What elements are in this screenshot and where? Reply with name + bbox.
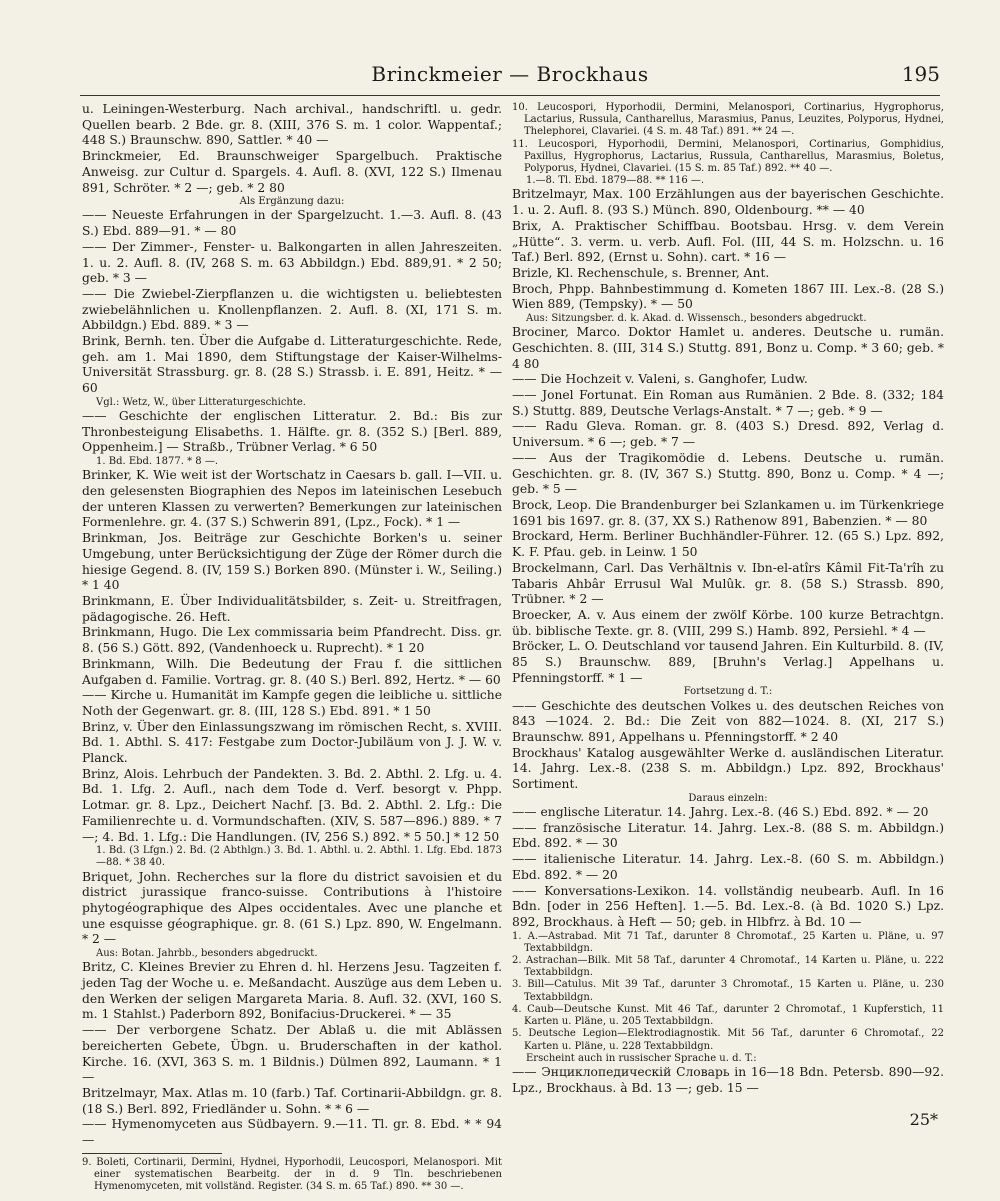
page-title: Brinckmeier — Brockhaus [371, 62, 649, 86]
signature-mark: 25* [909, 1110, 938, 1129]
bibliography-entry: Brockhaus' Katalog ausgewählter Werke d. ausländischen Literatur. 14. Jahrg. Lex.-8. (238 S. m. Abbildgn.) Lpz. 892, Brockhaus' Sortiment. [512, 745, 944, 792]
bibliography-note: 1. A.—Astrabad. Mit 71 Taf., darunter 8 Chromotaf., 25 Karten u. Pläne, u. 97 Textabbildgn. [512, 930, 944, 954]
bibliography-entry: —— Neueste Erfahrungen in der Spargelzucht. 1.—3. Aufl. 8. (43 S.) Ebd. 889—91. * — 80 [82, 208, 502, 239]
bibliography-entry: Als Ergänzung dazu: [239, 196, 345, 208]
bibliography-note: 11. Leucospori, Hyporhodii, Dermini, Melanospori, Cortinarius, Gomphidius, Paxillus, Hygrophorus, Lactarius, Russula, Cantharellus, Marasmius, Boletus, Polyporus, Hydnei, Clavariei. (15 S. m. 85 Taf.) 892. ** 40 —. [512, 138, 944, 175]
bibliography-entry: Brock, Leop. Die Brandenburger bei Szlankamen u. im Türkenkriege 1691 bis 1697. gr. 8. (37, XX S.) Rathenow 891, Babenzien. * — 80 [512, 497, 944, 528]
bibliography-entry: —— Aus der Tragikomödie d. Lebens. Deutsche u. rumän. Geschichten. gr. 8. (IV, 367 S.) Stuttg. 890, Bonz u. Comp. * 4 —; geb. * 5 — [512, 450, 944, 497]
bibliography-entry: —— Die Hochzeit v. Valeni, s. Ganghofer, Ludw. [512, 372, 808, 387]
bibliography-entry: Brinkman, Jos. Beiträge zur Geschichte Borken's u. seiner Umgebung, unter Berücksichtigung der Züge der Römer durch die hiesige Gegend. 8. (IV, 159 S.) Borken 890. (Münster i. W., Seiling.) * 1 40 [82, 531, 502, 593]
bibliography-entry: Britzelmayr, Max. 100 Erzählungen aus der bayerischen Geschichte. 1. u. 2. Aufl. 8. (93 S.) Münch. 890, Oldenbourg. ** — 40 [512, 187, 944, 218]
bibliography-entry: —— Geschichte des deutschen Volkes u. des deutschen Reiches von 843 —1024. 2. Bd.: Die Zeit von 882—1024. 8. (XI, 217 S.) Braunschw. 891, Appelhans u. Pfenningstorff. * 2 40 [512, 698, 944, 745]
bibliography-entry: Britzelmayr, Max. Atlas m. 10 (farb.) Taf. Cortinarii-Abbildgn. gr. 8. (18 S.) Berl. 892, Friedländer u. Sohn. * * 6 — [82, 1086, 502, 1116]
bibliography-note: 1. Bd. Ebd. 1877. * 8 —. [96, 456, 218, 468]
bibliography-entry: Brociner, Marco. Doktor Hamlet u. anderes. Deutsche u. rumän. Geschichten. 8. (III, 314 S.) Stuttg. 891, Bonz u. Comp. * 3 60; geb. * 4 80 [512, 325, 944, 371]
bibliography-note: 3. Bill—Catulus. Mit 39 Taf., darunter 3 Chromotaf., 15 Karten u. Pläne, u. 230 Textabbildgn. [512, 979, 944, 1003]
bibliography-entry: —— Radu Gleva. Roman. gr. 8. (403 S.) Dresd. 892, Verlag d. Universum. * 6 —; geb. * 7 — [512, 419, 944, 450]
bibliography-entry: Brinkmann, Wilh. Die Bedeutung der Frau f. die sittlichen Aufgaben d. Familie. Vortrag. gr. 8. (40 S.) Berl. 892, Hertz. * — 60 [82, 656, 502, 687]
bibliography-entry: —— englische Literatur. 14. Jahrg. Lex.-8. (46 S.) Ebd. 892. * — 20 [512, 805, 929, 820]
page-number: 195 [901, 62, 940, 86]
bibliography-entry: —— Die Zwiebel-Zierpflanzen u. die wichtigsten u. beliebtesten zwiebelähnlichen u. Knollenpflanzen. 2. Aufl. 8. (XI, 171 S. m. Abbildgn.) Ebd. 889. * 3 — [82, 286, 502, 333]
bibliography-note: 2. Astrachan—Bilk. Mit 58 Taf., darunter 4 Chromotaf., 14 Karten u. Pläne, u. 222 Textabbildgn. [512, 955, 944, 979]
bibliography-note: Vgl.: Wetz, W., über Litteraturgeschichte. [96, 396, 306, 408]
bibliography-note: 1. Bd. (3 Lfgn.) 2. Bd. (2 Abthlgn.) 3. Bd. 1. Abthl. u. 2. Abthl. 1. Lfg. Ebd. 1873—88. * 38 40. [96, 845, 502, 869]
bibliography-entry: —— Jonel Fortunat. Ein Roman aus Rumänien. 2 Bde. 8. (332; 184 S.) Stuttg. 889, Deutsche Verlags-Anstalt. * 7 —; geb. * 9 — [512, 388, 944, 418]
bibliography-entry: —— italienische Literatur. 14. Jahrg. Lex.-8. (60 S. m. Abbildgn.) Ebd. 892. * — 20 [512, 852, 944, 882]
bibliography-entry: —— Der verborgene Schatz. Der Ablaß u. die mit Ablässen bereicherten Gebete, Übgn. u. Bruderschaften in der kathol. Kirche. 16. (XVI, 363 S. m. 1 Bildnis.) Dülmen 892, Laumann. * 1 — [82, 1023, 502, 1085]
bibliography-entry: Brizle, Kl. Rechenschule, s. Brenner, Ant. [512, 265, 770, 280]
bibliography-entry: —— französische Literatur. 14. Jahrg. Lex.-8. (88 S. m. Abbildgn.) Ebd. 892. * — 30 [512, 820, 944, 851]
running-head [80, 62, 940, 94]
bibliography-entry: Brink, Bernh. ten. Über die Aufgabe d. Litteraturgeschichte. Rede, geh. am 1. Mai 1890, dem Stiftungstage der Kaiser-Wilhelms-Universität Strassburg. gr. 8. (28 S.) Strassb. i. E. 891, Heitz. * — 60 [82, 334, 502, 396]
bibliography-entry: —— Kirche u. Humanität im Kampfe gegen die leibliche u. sittliche Noth der Gegenwart. gr. 8. (III, 128 S.) Ebd. 891. * 1 50 [82, 688, 502, 718]
bibliography-note: 5. Deutsche Legion—Elektrodiagnostik. Mit 56 Taf., darunter 6 Chromotaf., 22 Karten u. Pläne, u. 228 Textabbildgn. [512, 1028, 944, 1052]
bibliography-entry: Brix, A. Praktischer Schiffbau. Bootsbau. Hrsg. v. dem Verein „Hütte“. 3. verm. u. verb. Aufl. Fol. (III, 44 S. m. Holzschn. u. 16 Taf.) Berl. 892, (Ernst u. Sohn). cart. * 16 — [512, 218, 944, 265]
bibliography-entry: Briquet, John. Recherches sur la flore du district savoisien et du district jurassique franco-suisse. Contributions à l'histoire phytogéographique des Alpes occidentales. Avec une planche et une esquisse géographique. gr. 8. (61 S.) Lpz. 890, W. Engelmann. * 2 — [82, 869, 502, 947]
bibliography-entry: Broecker, A. v. Aus einem der zwölf Körbe. 100 kurze Betrachtgn. üb. biblische Texte. gr. 8. (VIII, 299 S.) Hamb. 892, Persiehl. * 4 — [512, 607, 944, 638]
bibliography-entry: Daraus einzeln: [688, 792, 768, 804]
bibliography-note: Aus: Botan. Jahrbb., besonders abgedruckt. [96, 948, 318, 960]
bibliography-entry: Brinz, v. Über den Einlassungszwang im römischen Recht, s. XVIII. Bd. 1. Abthl. S. 417: Festgabe zum Doctor-Jubiläum von J. J. W. v. Planck. [82, 719, 502, 766]
bibliography-note: 9. Boleti, Cortinarii, Dermini, Hydnei, Hyporhodii, Leucospori, Melanospori. Mit einer systematischen Bearbeitg. der in d. 9 Tln. beschriebenen Hymenomyceten, mit vollständ. Register. (34 S. m. 65 Taf.) 890. ** 30 —. [82, 1156, 502, 1193]
bibliography-entry: —— Энциклопедическій Словарь in 16—18 Bdn. Petersb. 890—92. Lpz., Brockhaus. à Bd. 13 —; geb. 15 — [512, 1064, 944, 1095]
bibliography-entry: Bröcker, L. O. Deutschland vor tausend Jahren. Ein Kulturbild. 8. (IV, 85 S.) Braunschw. 889, [Bruhn's Verlag.] Appelhans u. Pfenningstorff. * 1 — [512, 639, 944, 685]
header-rule [80, 95, 940, 96]
bibliography-entry: —— Hymenomyceten aus Südbayern. 9.—11. Tl. gr. 8. Ebd. * * 94 — [82, 1117, 502, 1148]
bibliography-entry: Fortsetzung d. T.: [683, 686, 773, 698]
bibliography-entry: Brinkmann, Hugo. Die Lex commissaria beim Pfandrecht. Diss. gr. 8. (56 S.) Gött. 892, (Vandenhoeck u. Ruprecht). * 1 20 [82, 625, 502, 656]
bibliography-entry: Brinkmann, E. Über Individualitätsbilder, s. Zeit- u. Streitfragen, pädagogische. 26. Heft. [82, 594, 502, 624]
bibliography-note: 10. Leucospori, Hyporhodii, Dermini, Melanospori, Cortinarius, Hygrophorus, Lactarius, Russula, Cantharellus, Marasmius, Panus, Leuzites, Polyporus, Hydnei, Thelephorei, Clavariei. (4 S. m. 48 Taf.) 891. ** 24 —. [512, 102, 944, 138]
bibliography-entry: u. Leiningen-Westerburg. Nach archival., handschriftl. u. gedr. Quellen bearb. 2 Bde. gr. 8. (XIII, 376 S. m. 1 color. Wappentaf.; 448 S.) Braunschw. 890, Sattler. * 40 — [82, 102, 502, 148]
bibliography-note: Aus: Sitzungsber. d. k. Akad. d. Wissensch., besonders abgedruckt. [526, 313, 867, 325]
bibliography-entry: Broch, Phpp. Bahnbestimmung d. Kometen 1867 III. Lex.-8. (28 S.) Wien 889, (Tempsky). * — 50 [512, 281, 944, 312]
bibliography-entry: Britz, C. Kleines Brevier zu Ehren d. hl. Herzens Jesu. Tagzeiten f. jeden Tag der Woche u. e. Meßandacht. Auszüge aus dem Leben u. den Werken der seligen Margareta Maria. 8. Aufl. 32. (XVI, 160 S. m. 1 Stahlst.) Paderborn 892, Bonifacius-Druckerei. * — 35 [82, 960, 502, 1022]
bibliography-entry: —— Der Zimmer-, Fenster- u. Balkongarten in allen Jahreszeiten. 1. u. 2. Aufl. 8. (IV, 268 S. m. 63 Abbildgn.) Ebd. 889,91. * 2 50; geb. * 3 — [82, 239, 502, 286]
bibliography-entry: —— Konversations-Lexikon. 14. vollständig neubearb. Aufl. In 16 Bdn. [oder in 256 Heften]. 1.—5. Bd. Lex.-8. (à Bd. 1020 S.) Lpz. 892, Brockhaus. à Heft — 50; geb. in Hlbfrz. à Bd. 10 — [512, 883, 944, 929]
bibliography-entry: Brinz, Alois. Lehrbuch der Pandekten. 3. Bd. 2. Abthl. 2. Lfg. u. 4. Bd. 1. Lfg. 2. Aufl., nach dem Tode d. Verf. besorgt v. Phpp. Lotmar. gr. 8. Lpz., Deichert Nachf. [3. Bd. 2. Abthl. 2. Lfg.: Die Familienrechte u. d. Vormundschaften. (XIV, S. 587—896.) 889. * 7 —; 4. Bd. 1. Lfg.: Die Handlungen. (IV, 256 S.) 892. * 5 50.] * 12 50 [82, 766, 502, 844]
bibliography-entry: Brinckmeier, Ed. Braunschweiger Spargelbuch. Praktische Anweisg. zur Cultur d. Spargels. 4. Aufl. 8. (XVI, 122 S.) Ilmenau 891, Schröter. * 2 —; geb. * 2 80 [82, 149, 502, 195]
left-column [82, 102, 502, 1193]
bibliography-entry: —— Geschichte der englischen Litteratur. 2. Bd.: Bis zur Thronbesteigung Elisabeths. 1. Hälfte. gr. 8. (352 S.) [Berl. 889, Oppenheim.] — Straßb., Trübner Verlag. * 6 50 [82, 409, 502, 455]
right-column [512, 102, 944, 1112]
bibliography-note: 1.—8. Tl. Ebd. 1879—88. ** 116 —. [526, 175, 705, 187]
footnote-rule [82, 1153, 222, 1154]
bibliography-entry: Brinker, K. Wie weit ist der Wortschatz in Caesars b. gall. I—VII. u. den gelesensten Biographien des Nepos im lateinischen Lesebuch der unteren Klassen zu verwerten? Bemerkungen zur lateinischen Formenlehre. gr. 4. (37 S.) Schwerin 891, (Lpz., Fock). * 1 — [82, 468, 502, 530]
bibliography-entry: Brockard, Herm. Berliner Buchhändler-Führer. 12. (65 S.) Lpz. 892, K. F. Pfau. geb. in Leinw. 1 50 [512, 529, 944, 560]
bibliography-note: 4. Caub—Deutsche Kunst. Mit 46 Taf., darunter 2 Chromotaf., 1 Kupferstich, 11 Karten u. Pläne, u. 205 Textabbildgn. [512, 1003, 944, 1028]
bibliography-note: Erscheint auch in russischer Sprache u. d. T.: [526, 1052, 757, 1064]
bibliography-entry: Brockelmann, Carl. Das Verhältnis v. Ibn-el-atîrs Kâmil Fit-Ta'rîh zu Tabaris Ahbâr Errusul Wal Mulûk. gr. 8. (58 S.) Strassb. 890, Trübner. * 2 — [512, 560, 944, 607]
